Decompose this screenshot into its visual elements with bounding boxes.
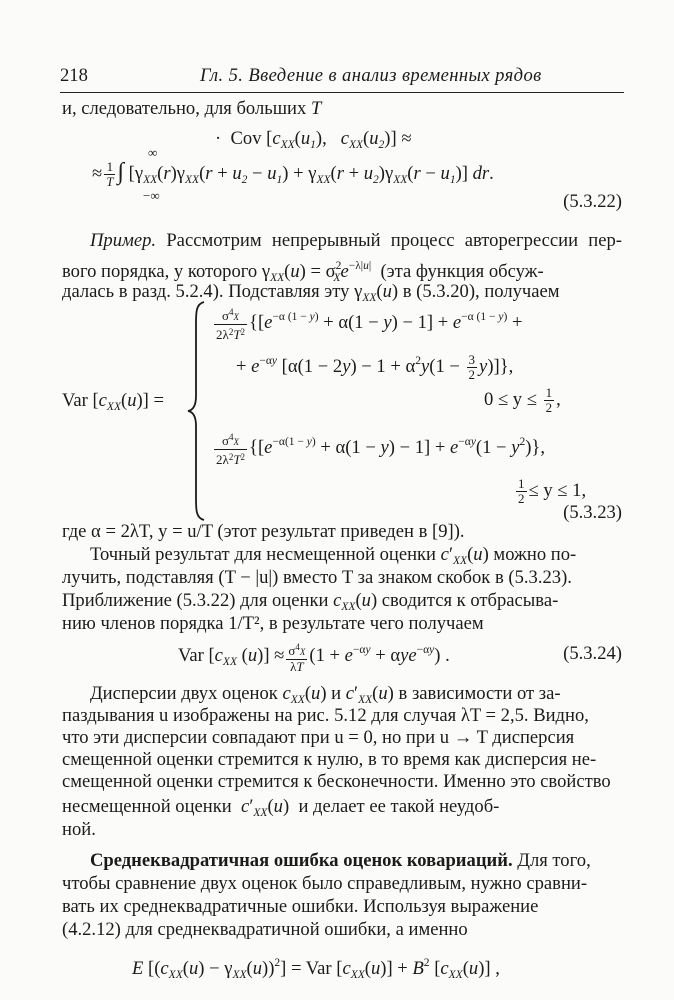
integral-upper-limit: ∞: [148, 145, 158, 160]
case1-line1: $\frac{\sigma^4X}{2\lambda^2T^2}$ {$[e^{-\alpha (1 - y)} + \alpha(1 - y) - 1] + e^{-\alpha (1 - y)}$ +: [216, 307, 523, 343]
section-line2: чтобы сравнение двух оценок было справедливым, нужно сравни-: [62, 873, 588, 894]
para4-line1: Дисперсии двух оценок $c_{XX}(u)$ и $c'_{XX}(u)$ в зависимости от за-: [90, 683, 561, 706]
section-title: Среднеквадратичная ошибка оценок ковариаций.: [90, 850, 513, 871]
para3-line3: Приближение (5.3.22) для оценки $c_{XX}(u)$ сводится к отбрасыва-: [62, 590, 559, 613]
where-line: где α = 2λT, y = u/T (этот результат приведен в [9]).: [62, 521, 465, 542]
para4-line5: смещенной оценки стремится к бесконечности. Именно это свойство: [62, 771, 611, 792]
mse-equation: E $[(c_{XX}(u) - \gamma_{XX}(u))^2]$ = Var $[c_{XX}(u)] + B^2$ $[c_{XX}(u)]$ ,: [132, 957, 500, 981]
running-title: Гл. 5. Введение в анализ временных рядов: [200, 65, 542, 86]
equation-number-5-3-22: (5.3.22): [563, 191, 622, 212]
page-number: 218: [60, 65, 88, 86]
case2-condition: $\frac{1}{2}$ ≤ y ≤ 1,: [518, 476, 587, 506]
example-line-3: далась в разд. 5.2.4). Подставляя эту $\gamma_{XX}(u)$ в (5.3.20), получаем: [62, 281, 560, 304]
para4-line2: паздывания u изображены на рис. 5.12 для случая λT = 2,5. Видно,: [62, 705, 589, 726]
equation-5-3-22-line2: ≈ $\frac{1}{T}$ ∫ $[\gamma_{XX}(r)\gamma_{XX}(r + u_2 - u_1) + \gamma_{XX}(r + u_2)\gamma_{XX}(r - u_1)]$ dr.: [92, 159, 494, 190]
left-brace: [186, 300, 210, 522]
variance-lhs: Var $[c_{XX}(u)]$ =: [62, 390, 165, 413]
para3-line1: Точный результат для несмещенной оценки $c'_{XX}(u)$ можно по-: [90, 544, 577, 567]
para3-line4: нию членов порядка 1/T², в результате чего получаем: [62, 613, 484, 634]
equation-number-5-3-23: (5.3.23): [563, 502, 622, 523]
para4-line6: несмещенной оценки $c'_{XX}(u)$ и делает ее такой неудоб-: [62, 796, 500, 819]
para4-line4: смещенной оценки стремится к нулю, в то время как дисперсия не-: [62, 749, 597, 770]
equation-number-5-3-24: (5.3.24): [563, 643, 622, 664]
para4-line7: ной.: [62, 819, 96, 840]
intro-line: и, следовательно, для больших T: [62, 98, 322, 119]
section-line1: Среднеквадратичная ошибка оценок ковариаций. Для того,: [90, 850, 591, 871]
para4-line3: что эти дисперсии совпадают при u = 0, но при u → T дисперсия: [62, 727, 575, 748]
header-rule: [60, 92, 624, 93]
case1-line2: + $e^{-\alpha y}$ [$\alpha(1 - 2y) - 1 + \alpha^2y(1$ − $\frac{3}{2}$ y)]},: [236, 352, 514, 383]
equation-5-3-24: Var [$c_{XX}$ (u)] ≈ $\frac{\sigma^4X}{\lambda T}$ $(1 + e^{-\alpha y} + \alpha ye^{-\alpha y})$ .: [178, 641, 450, 674]
example-line-2: вого порядка, у которого $\gamma_{XX}(u) = \sigma^2_Xe^{-\lambda|u|}$ (эта функция обсуж-: [62, 260, 544, 284]
equation-5-3-22-line1: · Cov [$c_{XX}(u_1)$, $c_{XX}(u_2)$] ≈: [215, 128, 412, 151]
integral-lower-limit: −∞: [143, 188, 160, 203]
case2-line1: $\frac{\sigma^4X}{2\lambda^2T^2}$ $\{[e^{-\alpha(1 - y)} + \alpha(1 - y) - 1] + e^{-\alpha y}(1 - y^2)\}$,: [216, 432, 545, 468]
para3-line2: лучить, подставляя (T − |u|) вместо T за знаком скобок в (5.3.23).: [62, 567, 572, 588]
section-line4: (4.2.12) для среднеквадратичной ошибки, а именно: [62, 919, 468, 940]
section-line3: вать их среднеквадратичные ошибки. Используя выражение: [62, 896, 539, 917]
case1-condition: 0 ≤ y ≤ $\frac{1}{2}$ ,: [484, 385, 561, 415]
example-line-1: Пример. Рассмотрим непрерывный процесс авторегрессии пер-: [90, 230, 623, 251]
